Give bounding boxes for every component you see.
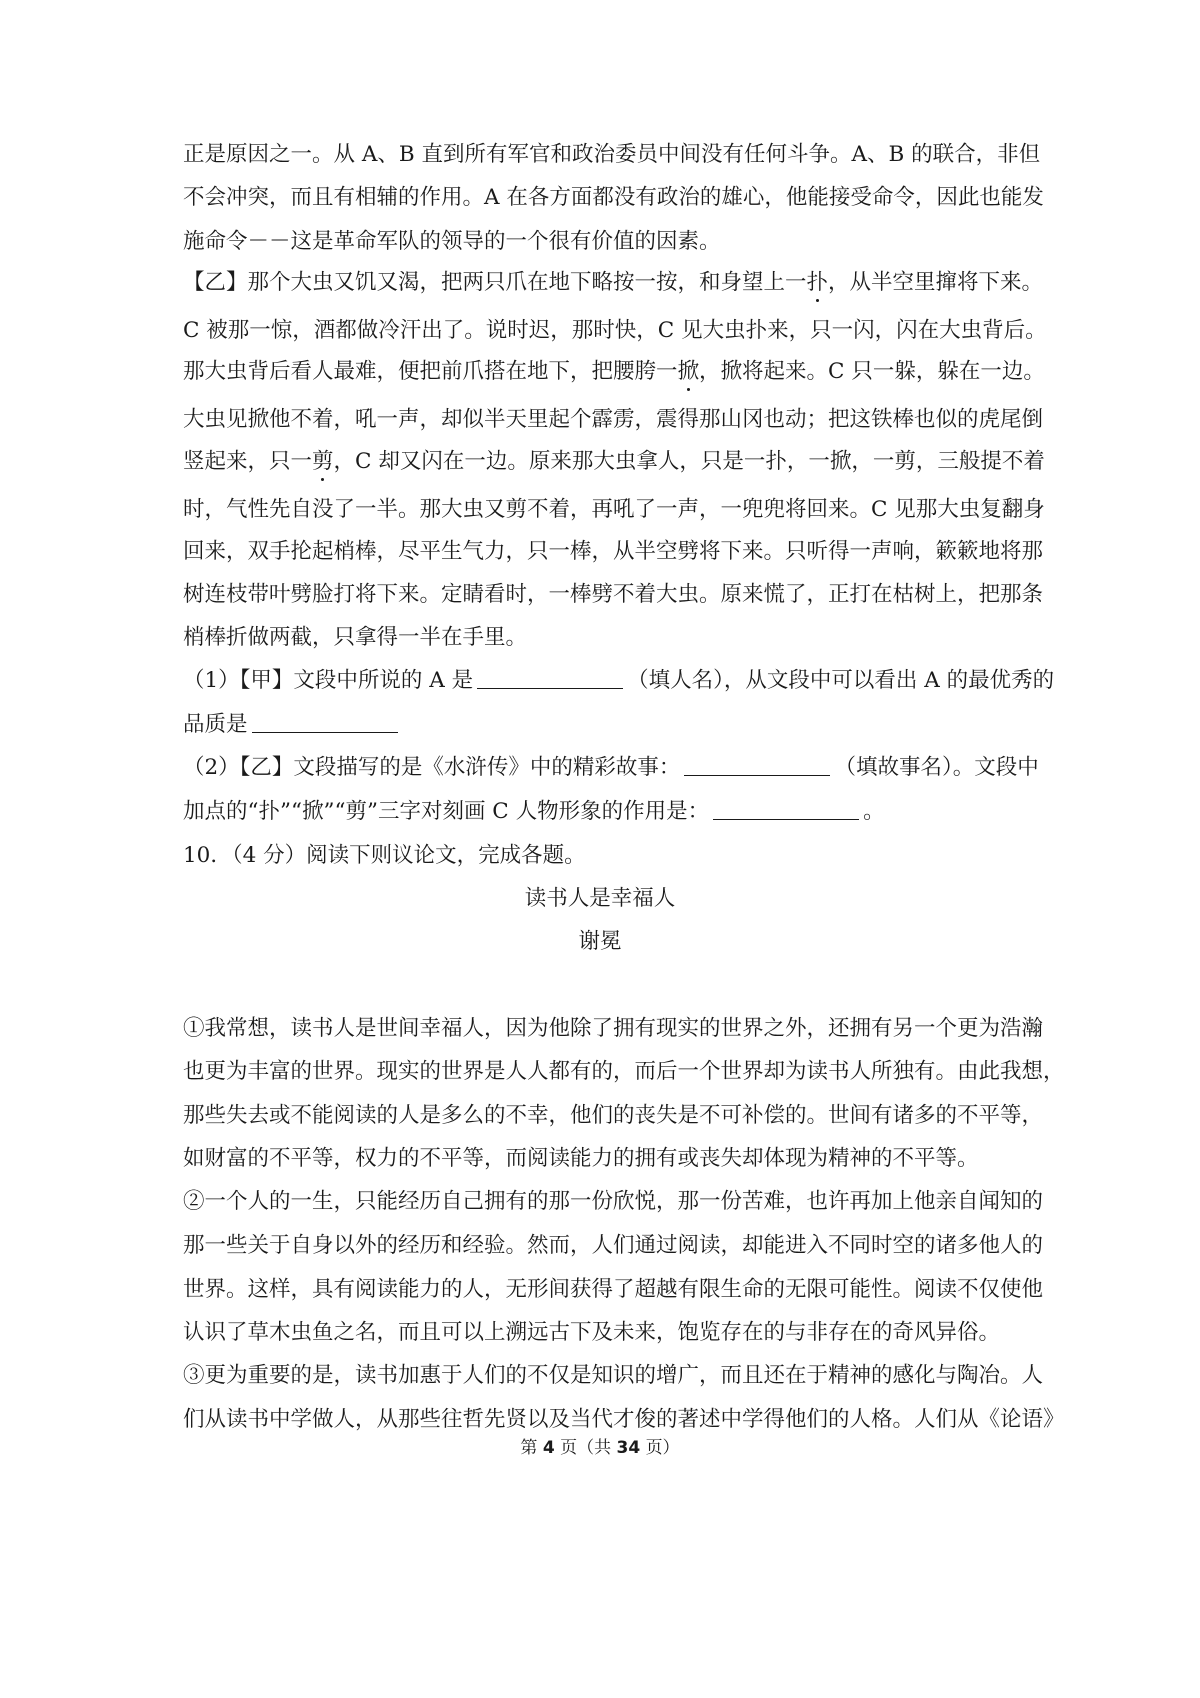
paragraph-line: 施命令－－这是革命军队的领导的一个很有价值的因素。: [183, 229, 721, 254]
essay-author: 谢冕: [578, 929, 622, 954]
essay-line: 那些失去或不能阅读的人是多么的不幸，他们的丧失是不可补偿的。世间有诸多的不平等，: [183, 1103, 1044, 1128]
question-2-line: （2）【乙】文段描写的是《水浒传》中的精彩故事： （填故事名）。文段中: [183, 755, 1039, 780]
paragraph-line: 树连枝带叶劈脸打将下来。定睛看时，一棒劈不着大虫。原来慌了，正打在枯树上，把那条: [183, 582, 1044, 607]
essay-line: ①我常想，读书人是世间幸福人，因为他除了拥有现实的世界之外，还拥有另一个更为浩瀚: [183, 1016, 1044, 1041]
paragraph-line: C 被那一惊，酒都做冷汗出了。说时迟，那时快，C 见大虫扑来，只一闪，闪在大虫背后。: [183, 318, 1047, 343]
emphasis-char: 掀: [677, 359, 700, 384]
answer-blank[interactable]: [713, 797, 859, 820]
paragraph-line: 【乙】那个大虫又饥又渴，把两只爪在地下略按一按，和身望上一扑，从半空里撺将下来。: [183, 270, 1044, 295]
paragraph-line: 那大虫背后看人最难，便把前爪搭在地下，把腰胯一掀，掀将起来。C 只一躲，躲在一边。: [183, 359, 1045, 384]
essay-line: 也更为丰富的世界。现实的世界是人人都有的，而后一个世界却为读书人所独有。由此我想，: [183, 1059, 1065, 1084]
answer-blank[interactable]: [252, 710, 398, 733]
essay-title: 读书人是幸福人: [524, 886, 676, 911]
paragraph-line: 梢棒折做两截，只拿得一半在手里。: [183, 625, 528, 650]
question-1-line: （1）【甲】文段中所说的 A 是 （填人名），从文段中可以看出 A 的最优秀的: [183, 668, 1055, 693]
emphasis-char: 剪: [312, 449, 334, 474]
page-total: 34: [616, 1438, 641, 1458]
essay-line: ②一个人的一生，只能经历自己拥有的那一份欣悦，那一份苦难，也许再加上他亲自闻知的: [183, 1189, 1044, 1214]
essay-line: 如财富的不平等，权力的不平等，而阅读能力的拥有或丧失却体现为精神的不平等。: [183, 1146, 979, 1171]
essay-line: 认识了草木虫鱼之名，而且可以上溯远古下及未来，饱览存在的与非存在的奇风异俗。: [183, 1320, 1001, 1345]
question-10-heading: 10．（4 分）阅读下则议论文，完成各题。: [183, 843, 586, 868]
answer-blank[interactable]: [684, 753, 830, 776]
paragraph-line: 时，气性先自没了一半。那大虫又剪不着，再吼了一声，一兜兜将回来。C 见那大虫复翻身: [183, 497, 1045, 522]
paragraph-line: 回来，双手抡起梢棒，尽平生气力，只一棒，从半空劈将下来。只听得一声响，簌簌地将那: [183, 539, 1044, 564]
paragraph-line: 正是原因之一。从 A、B 直到所有军官和政治委员中间没有任何斗争。A、B 的联合，非但: [183, 142, 1041, 167]
essay-line: 们从读书中学做人，从那些往哲先贤以及当代才俊的著述中学得他们的人格。人们从《论语》: [183, 1407, 1065, 1432]
essay-line: 那一些关于自身以外的经历和经验。然而，人们通过阅读，却能进入不同时空的诸多他人的: [183, 1233, 1044, 1258]
paragraph-line: 大虫见掀他不着，吼一声，却似半天里起个霹雳，震得那山冈也动；把这铁棒也似的虎尾倒: [183, 407, 1044, 432]
question-2-line: 加点的“扑”“掀”“剪”三字对刻画 C 人物形象的作用是： 。: [183, 799, 885, 824]
essay-line: 世界。这样，具有阅读能力的人，无形间获得了超越有限生命的无限可能性。阅读不仅使他: [183, 1277, 1044, 1302]
paragraph-line: 不会冲突，而且有相辅的作用。A 在各方面都没有政治的雄心，他能接受命令，因此也能发: [183, 185, 1044, 210]
paragraph-line: 竖起来，只一剪，C 却又闪在一边。原来那大虫拿人，只是一扑，一掀，一剪，三般提不着: [183, 449, 1045, 474]
emphasis-char: 扑: [806, 270, 829, 295]
essay-line: ③更为重要的是，读书加惠于人们的不仅是知识的增广，而且还在于精神的感化与陶冶。人: [183, 1363, 1044, 1388]
answer-blank[interactable]: [477, 666, 623, 689]
question-1-line: 品质是: [183, 710, 1025, 740]
page-footer: 第 4 页（共 34 页）: [520, 1438, 680, 1458]
page-number: 4: [542, 1438, 555, 1458]
